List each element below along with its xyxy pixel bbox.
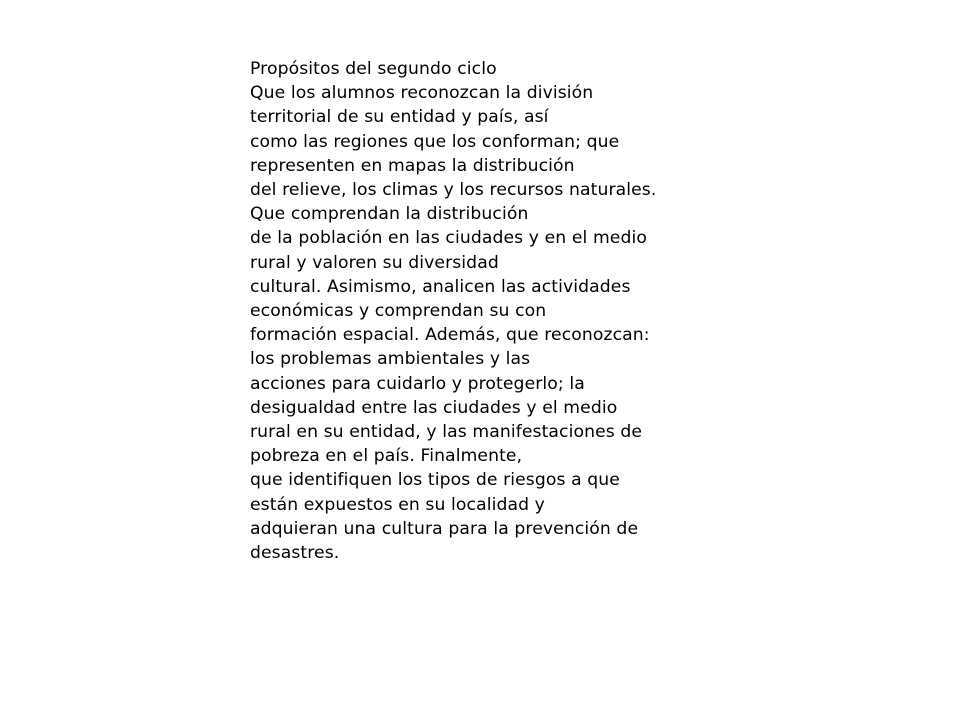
- text-line: que identifiquen los tipos de riesgos a que: [250, 470, 620, 491]
- text-line: territorial de su entidad y país, así: [250, 107, 549, 128]
- text-line: están expuestos en su localidad y: [250, 494, 545, 515]
- text-line: pobreza en el país. Finalmente,: [250, 446, 523, 467]
- text-line: Que los alumnos reconozcan la división: [250, 83, 594, 104]
- text-line: rural en su entidad, y las manifestaciones de: [250, 422, 643, 443]
- text-line: de la población en las ciudades y en el medio: [250, 228, 647, 249]
- text-line: Que comprendan la distribución: [250, 204, 529, 225]
- text-line: formación espacial. Además, que reconozcan:: [250, 325, 650, 346]
- text-line: económicas y comprendan su con: [250, 301, 547, 322]
- text-line: del relieve, los climas y los recursos naturales.: [250, 180, 657, 201]
- text-line: desigualdad entre las ciudades y el medio: [250, 397, 618, 418]
- body-text: [250, 57, 730, 565]
- text-line: los problemas ambientales y las: [250, 349, 531, 370]
- text-line: Propósitos del segundo ciclo: [250, 59, 497, 79]
- text-line: adquieran una cultura para la prevención de: [250, 518, 639, 539]
- text-line: rural y valoren su diversidad: [250, 252, 499, 273]
- text-line: representen en mapas la distribución: [250, 155, 575, 176]
- text-line: cultural. Asimismo, analicen las actividades: [250, 276, 631, 297]
- text-line: acciones para cuidarlo y protegerlo; la: [250, 373, 585, 394]
- text-line: como las regiones que los conforman; que: [250, 131, 620, 152]
- text-line: desastres.: [250, 543, 340, 564]
